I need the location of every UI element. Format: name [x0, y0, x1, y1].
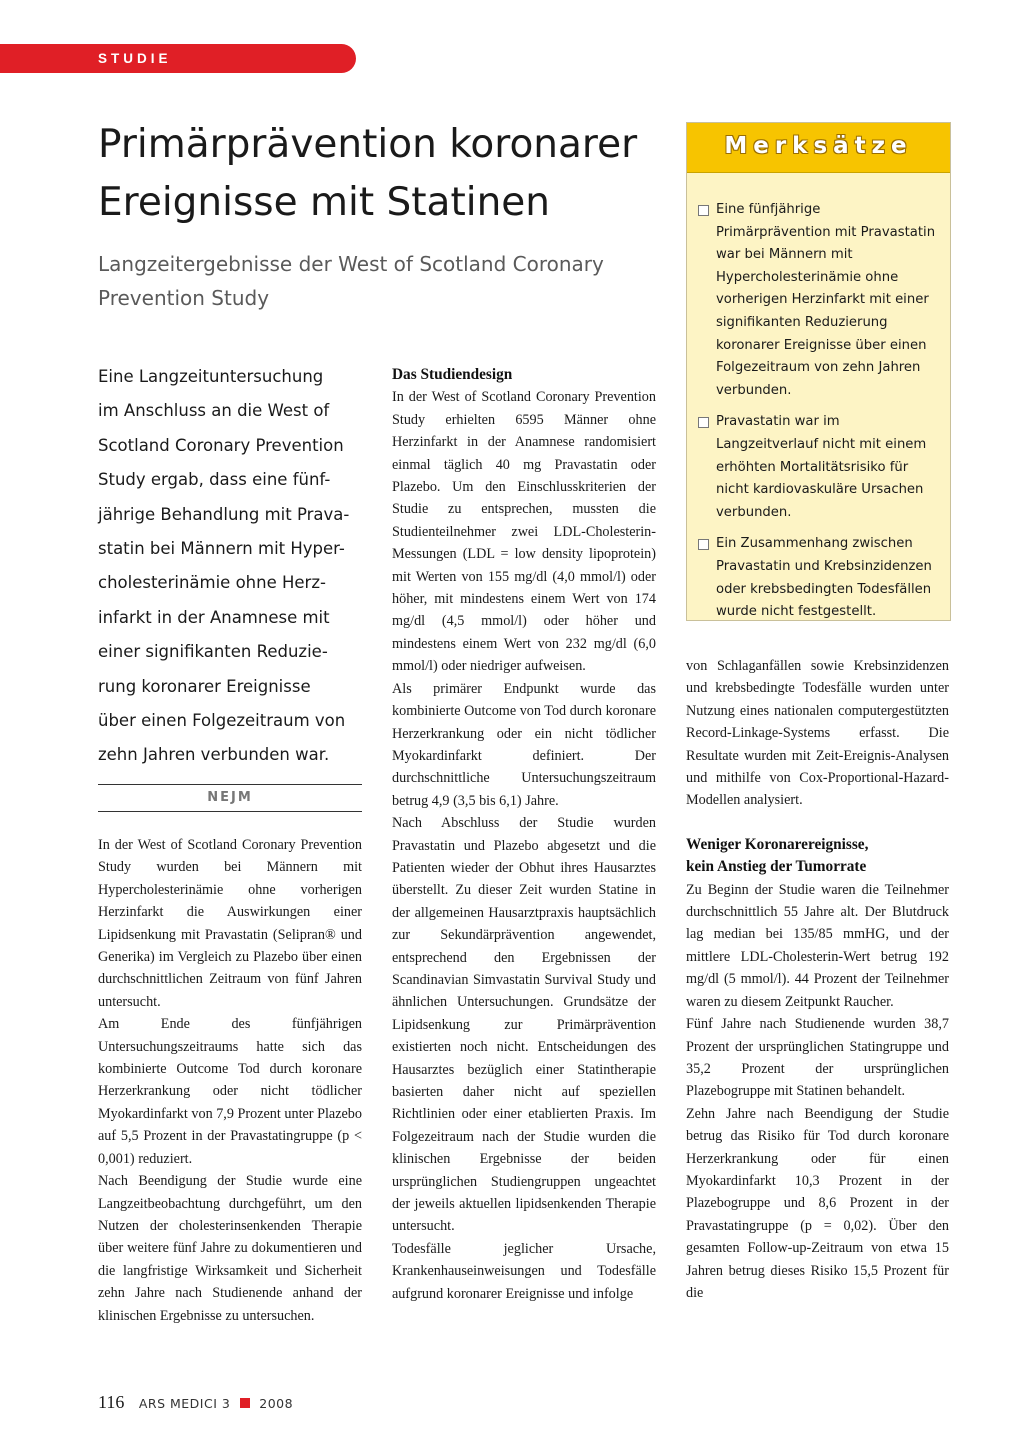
lead-line: Scotland Coronary Prevention	[98, 435, 344, 455]
lead-line: Study ergab, dass eine fünf-	[98, 470, 331, 490]
lead-line: über einen Folgezeitraum von	[98, 711, 346, 731]
body-paragraph: von Schlaganfällen sowie Krebsinzidenzen und krebsbedingte Todesfälle wurden unter Nutzung eines nationalen computergestützten Record-Linkage-Systems erfasst. Die Resultate wurden mit Zeit-Ereignis-Analysen und mithilfe von Cox-Proportional-Hazard-Modellen analysiert.	[686, 658, 949, 809]
body-column-2	[392, 364, 656, 1305]
checkbox-square-icon	[698, 417, 709, 428]
key-points-list	[687, 173, 950, 624]
lead-line: zehn Jahren verbunden war.	[98, 745, 330, 765]
body-paragraph: Zu Beginn der Studie waren die Teilnehmer durchschnittlich 55 Jahre alt. Der Blutdruck lag median bei 135/85 mmHG, und der mittlere LDL-Cholesterin-Wert betrug 192 mg/dl (5 mmol/l). 44 Prozent der Teilnehmer waren zu diesem Zeitpunkt Raucher.	[686, 881, 949, 1010]
journal-year: 2008	[259, 1396, 294, 1411]
section-heading-study-design: Das Studiendesign	[392, 366, 513, 383]
title-line-1: Primärprävention koronarer	[98, 122, 638, 167]
source-rule-bottom	[98, 811, 362, 812]
lead-line: Eine Langzeituntersuchung	[98, 367, 324, 386]
key-point-item	[698, 411, 936, 524]
article-title	[98, 116, 668, 232]
title-line-2: Ereignisse mit Statinen	[98, 180, 551, 225]
key-points-header	[687, 123, 950, 173]
lead-line: jährige Behandlung mit Prava-	[98, 504, 350, 524]
journal-name: ARS MEDICI 3	[138, 1396, 231, 1411]
body-paragraph: Nach Beendigung der Studie wurde eine Langzeitbeobachtung durchgeführt, um den Nutzen der cholesterinsenkenden Therapie über weitere fünf Jahre zu dokumentieren und die langfristige Wirksamkeit und Sicherheit zehn Jahre nach Studienende anhand der klinischen Ergebnisse zu untersuchen.	[98, 1173, 362, 1324]
body-paragraph: Am Ende des fünfjährigen Untersuchungszeitraums hatte sich das kombinierte Outcome Tod durch koronare Herzerkrankung oder nicht tödlicher Myokardinfarkt von 7,9 Prozent unter Plazebo auf 5,5 Prozent in der Pravastatingruppe (p < 0,001) reduziert.	[98, 1016, 362, 1167]
article-subtitle	[98, 247, 658, 315]
section-tab-label: STUDIE	[98, 51, 172, 66]
key-point-text: Pravastatin war im Langzeitverlauf nicht mit einem erhöhten Mortalitätsrisiko für nicht kardiovaskuläre Ursachen verbunden.	[716, 414, 927, 520]
subtitle-line-1: Langzeitergebnisse der West of Scotland Coronary	[98, 252, 604, 276]
key-points-title: Merksätze	[724, 133, 913, 159]
page-number: 116	[98, 1392, 125, 1412]
body-paragraph: In der West of Scotland Coronary Prevention Study wurden bei Männern mit Hypercholesterinämie ohne vorherigen Herzinfarkt die Auswirkungen einer Lipidsenkung mit Pravastatin (Selipran® und Generika) im Vergleich zu Plazebo über einen durchschnittlichen Zeitraum von fünf Jahren untersucht.	[98, 837, 362, 1010]
lead-line: cholesterinämie ohne Herz-	[98, 573, 326, 593]
body-paragraph: Todesfälle jeglicher Ursache, Krankenhauseinweisungen und Todesfälle aufgrund koronarer Ereignisse und infolge	[392, 1240, 656, 1302]
lead-line: statin bei Männern mit Hyper-	[98, 539, 345, 559]
key-point-item	[698, 199, 936, 402]
page-footer	[98, 1392, 293, 1416]
checkbox-square-icon	[698, 539, 709, 550]
source-rule-top	[98, 784, 362, 785]
lead-line: im Anschluss an die West of	[98, 401, 330, 421]
key-point-text: Eine fünfjährige Primärprävention mit Pravastatin war bei Männern mit Hypercholesterinämie ohne vorherigen Herzinfarkt mit einer signifikanten Reduzierung koronarer Ereignisse über einen Folgezeitraum von zehn Jahren verbunden.	[716, 202, 936, 398]
subtitle-line-2: Prevention Study	[98, 286, 270, 310]
lead-line: infarkt in der Anamnese mit	[98, 607, 330, 627]
body-paragraph: Zehn Jahre nach Beendigung der Studie betrug das Risiko für Tod durch koronare Herzerkrankung oder für einen Myokardinfarkt 10,3 Prozent in der Plazebogruppe und 8,6 Prozent in der Pravastatingruppe (p = 0,02). Über den gesamten Follow-up-Zeitraum von etwa 15 Jahren betrug dieses Risiko 15,5 Prozent für die	[686, 1105, 949, 1301]
body-paragraph: Als primärer Endpunkt wurde das kombinierte Outcome von Tod durch koronare Herzerkrankung oder ein nicht tödlicher Myokardinfarkt definiert. Der durchschnittliche Untersuchungszeitraum betrug 4,9 (3,5 bis 6,1) Jahre.	[392, 680, 656, 809]
body-column-3	[686, 655, 949, 1304]
body-paragraph: In der West of Scotland Coronary Prevention Study erhielten 6595 Männer ohne Herzinfarkt in der Anamnese randomisiert einmal täglich 40 mg Pravastatin oder Plazebo. Um den Einschlusskriterien der Studie zu entsprechen, mussten die Studienteilnehmer zwei LDL-Cholesterin-Messungen (LDL = low density lipoprotein) mit Werten von 155 mg/dl (4,0 mmol/l) oder höher, mit mindestens einem Wert von 174 mg/dl (4,5 mmol/l) oder höher und mindestens einem Wert von 232 mg/dl (6,0 mmol/l) oder niedriger aufweisen.	[392, 389, 656, 675]
body-paragraph: Fünf Jahre nach Studienende wurden 38,7 Prozent der ursprünglichen Statingruppe und 35,2 Prozent der ursprünglichen Plazebogruppe mit Statinen behandelt.	[686, 1016, 949, 1100]
body-column-1	[98, 834, 362, 1327]
source-label: NEJM	[207, 790, 253, 805]
section-tab	[0, 44, 356, 73]
lead-line: einer signifikanten Reduzie-	[98, 642, 328, 662]
heading-line: Weniger Koronarereignisse,	[686, 835, 869, 853]
lead-paragraph	[98, 360, 360, 773]
checkbox-square-icon	[698, 205, 709, 216]
heading-line: kein Anstieg der Tumorrate	[686, 858, 867, 876]
body-paragraph: Nach Abschluss der Studie wurden Pravastatin und Plazebo abgesetzt und die Patienten wieder der Obhut ihres Hausarztes überstellt. Zu dieser Zeit wurden Statine in der allgemeinen Hausarztpraxis hauptsächlich zur Sekundärprävention angewendet, entsprechend den Ergebnissen der Scandinavian Simvastatin Survival Study und ähnlichen Untersuchungen. Grundsätze der Lipidsenkung zur Primärprävention existierten noch nicht. Entscheidungen des Hausarztes bezüglich einer Statintherapie basierten daher nicht auf speziellen Richtlinien oder einer etablierten Praxis. Im Folgezeitraum nach der Studie wurden die klinischen Ergebnisse der beiden ursprünglichen Studiengruppen ungeachtet der jeweils aktuellen lipidsenkenden Therapie untersucht.	[392, 815, 656, 1235]
section-heading-results	[686, 834, 949, 879]
key-points-box	[686, 122, 951, 621]
red-square-icon	[240, 1398, 250, 1408]
lead-line: rung koronarer Ereignisse	[98, 676, 311, 696]
key-point-item	[698, 533, 936, 623]
key-point-text: Ein Zusammenhang zwischen Pravastatin und Krebsinzidenzen oder krebsbedingten Todesfällen wurde nicht festgestellt.	[716, 536, 932, 620]
